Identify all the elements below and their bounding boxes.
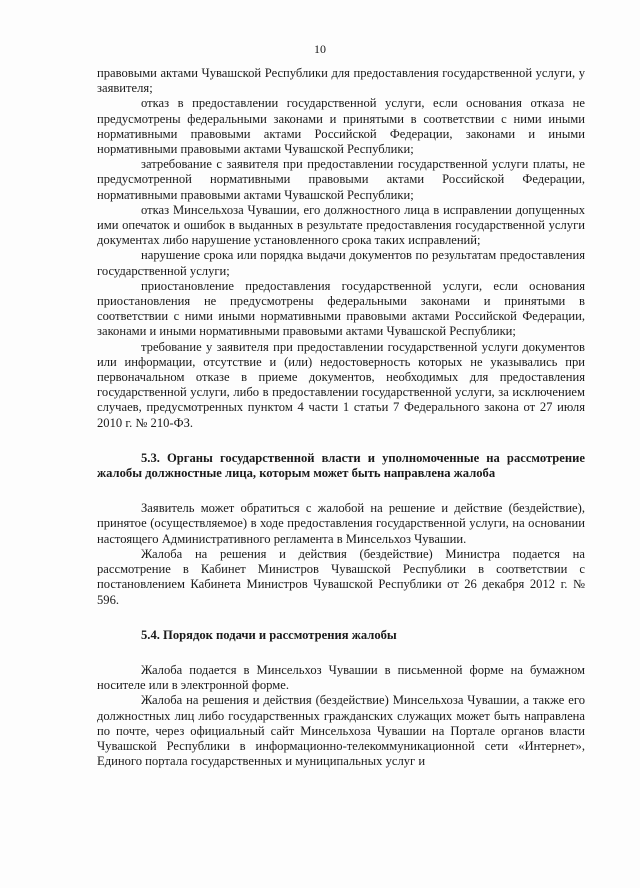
paragraph: приостановление предоставления государственной услуги, если основания приостановления не предусмотрены федеральными законами и принятыми в соответствии с ними иными нормативными правовыми актами Российской Федерации, законами и иными нормативными правовыми актами Чувашской Республики; (97, 278, 585, 339)
paragraph: затребование с заявителя при предоставлении государственной услуги платы, не предусмотренной нормативными правовыми актами Российской Федерации, нормативными правовыми актами Чувашской Республики; (97, 157, 585, 202)
spacer (97, 608, 585, 628)
paragraph: нарушение срока или порядка выдачи документов по результатам предоставления государственной услуги; (97, 248, 585, 278)
document-body (97, 66, 585, 769)
section-heading-5-4: 5.4. Порядок подачи и рассмотрения жалобы (141, 627, 397, 642)
paragraph: отказ Минсельхоза Чувашии, его должностного лица в исправлении допущенных ими опечаток и ошибок в выданных в результате предоставления государственной услуги документах либо нарушение установленного срока таких исправлений; (97, 202, 585, 248)
spacer (97, 481, 585, 501)
section-heading-5-3: 5.3. Органы государственной власти и уполномоченные на рассмотрение жалобы должностные лица, которым может быть направлена жалоба (97, 450, 585, 481)
spacer (97, 431, 585, 451)
page-number: 10 (314, 42, 326, 56)
paragraph: Жалоба на решения и действия (бездействие) Министра подается на рассмотрение в Кабинет Министров Чувашской Республики в соответствии с постановлением Кабинета Министров Чувашской Республики от 26 декабря 2012 г. № 596. (97, 546, 585, 607)
paragraph: требование у заявителя при предоставлении государственной услуги документов или информации, отсутствие и (или) недостоверность которых не указывались при первоначальном отказе в приеме документов, необходимых для предоставления государственной услуги, либо в предоставлении государственной услуги, за исключением случаев, предусмотренных пунктом 4 части 1 статьи 7 Федерального закона от 27 июля 2010 г. № 210-ФЗ. (97, 339, 585, 430)
paragraph: Заявитель может обратиться с жалобой на решение и действие (бездействие), принятое (осуществляемое) в ходе предоставления государственной услуги, на основании настоящего Административного регламента в Минсельхоз Чувашии. (97, 501, 585, 546)
paragraph: отказ в предоставлении государственной услуги, если основания отказа не предусмотрены федеральными законами и принятыми в соответствии с ними иными нормативными правовыми актами Российской Федерации, законами и иными нормативными правовыми актами Чувашской Республики; (97, 96, 585, 157)
paragraph: Жалоба на решения и действия (бездействие) Минсельхоза Чувашии, а также его должностных лиц либо государственных гражданских служащих может быть направлена по почте, через официальный сайт Минсельхоза Чувашии на Портале органов власти Чувашской Республики в информационно-телекоммуникационной сети «Интернет», Единого портала государственных и муниципальных услуг и (97, 693, 585, 769)
paragraph-continuation: правовыми актами Чувашской Республики для предоставления государственной услуги, у заявителя; (97, 66, 585, 96)
spacer (97, 643, 585, 663)
paragraph: Жалоба подается в Минсельхоз Чувашии в письменной форме на бумажном носителе или в электронной форме. (97, 662, 585, 693)
